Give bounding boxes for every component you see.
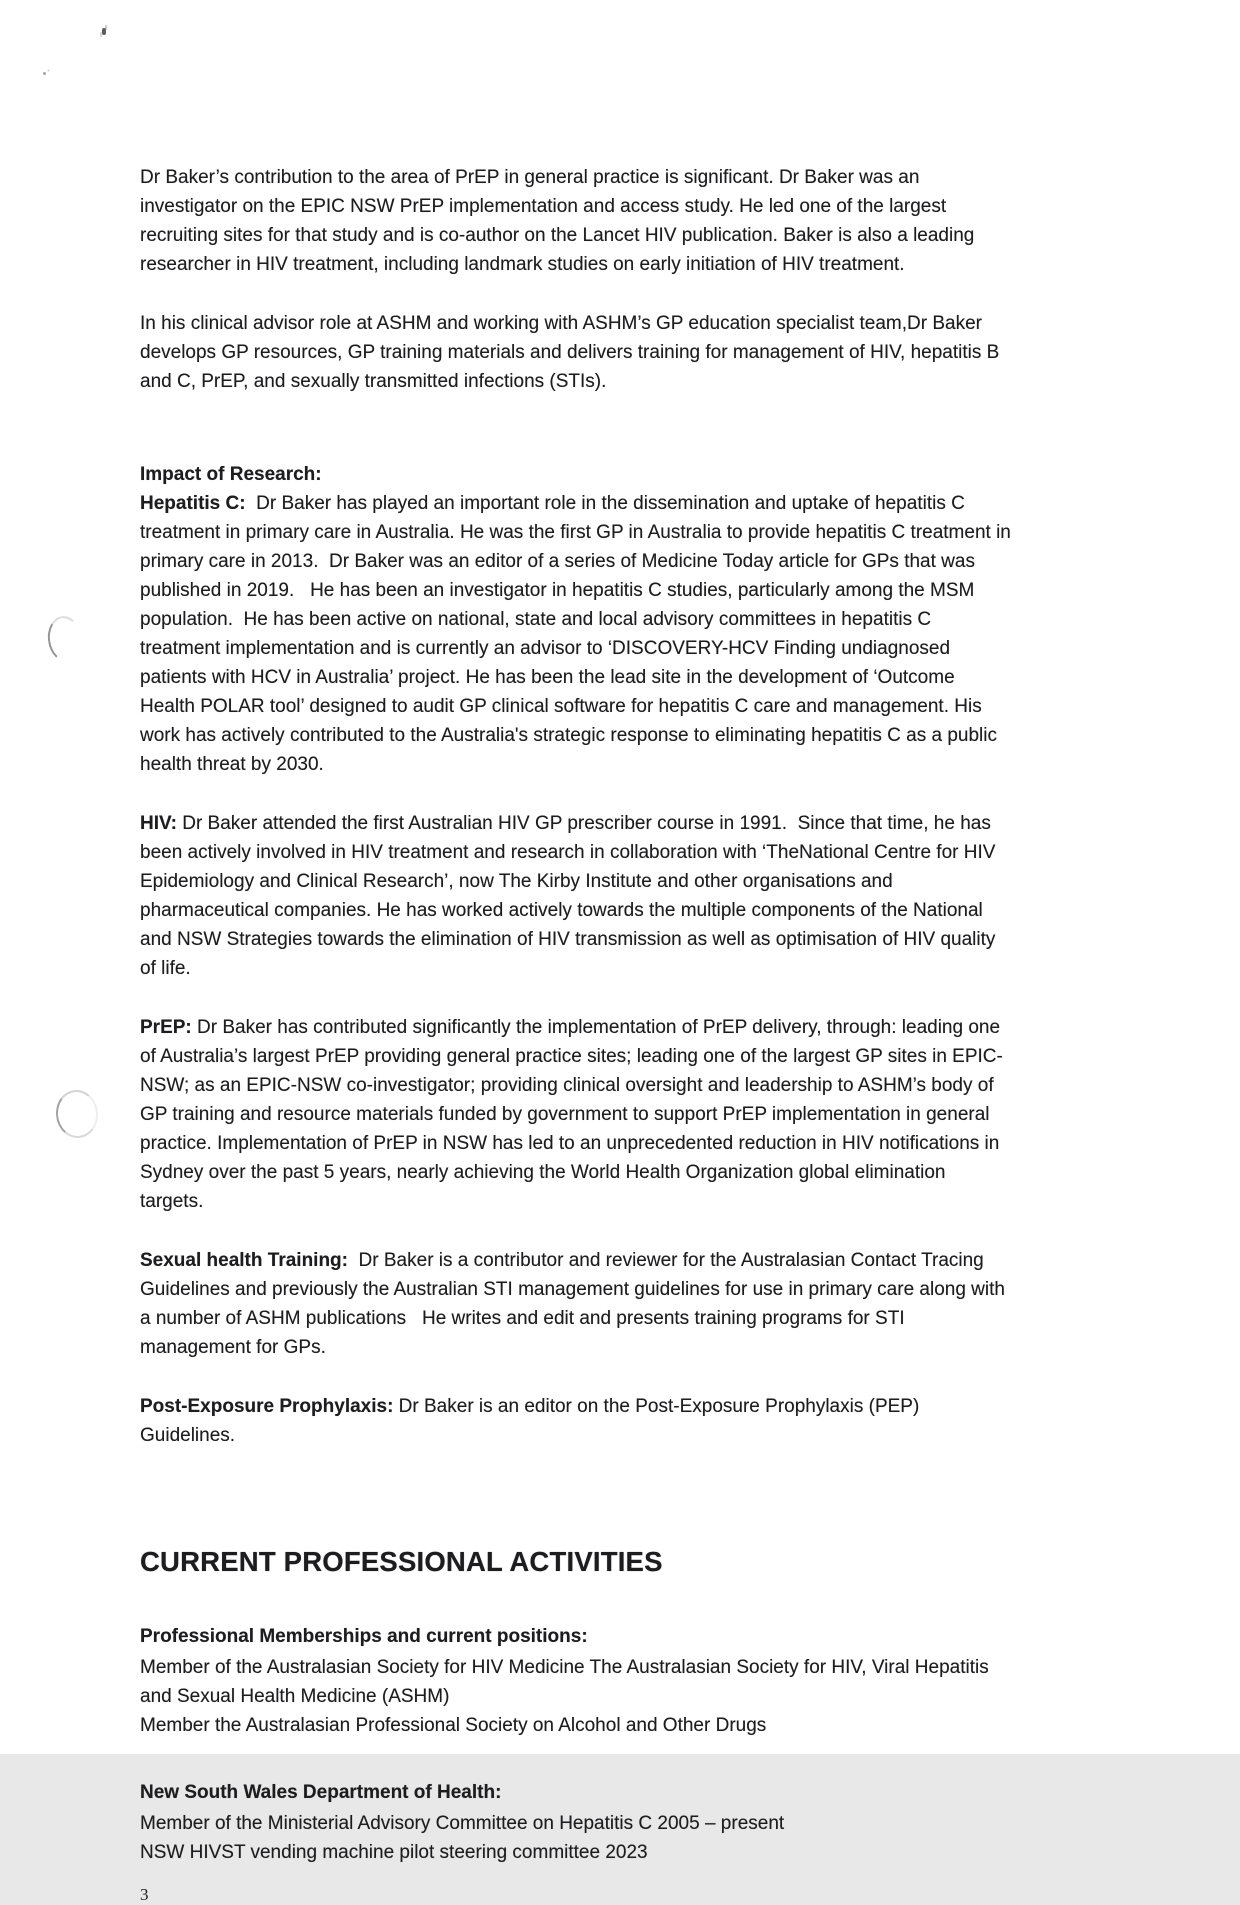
paragraph-text: Dr Baker has played an important role in the dissemination and uptake of hepatitis C treatment in primary care in Australia. He was the first GP in Australia to provide hepatitis C treatment in primary care in 2013. Dr Baker was an editor of a series of Medicine Today article for GPs that was published in 2019. He has been an investigator in hepatitis C studies, particularly among the MSM population. He has been active on national, state and local advisory committees in hepatitis C treatment implementation and is currently an advisor to ‘DISCOVERY-HCV Finding undiagnosed patients with HCV in Australia’ project. He has been the lead site in the development of ‘Outcome Health POLAR tool’ designed to audit GP clinical software for hepatitis C care and management. His work has actively contributed to the Australia's strategic response to eliminating hepatitis C as a public health threat by 2030.: [140, 493, 1017, 775]
scan-circle-artifact: [54, 1088, 101, 1140]
impact-paragraph-sexual-health-training: [140, 1246, 1014, 1362]
memberships-heading: [140, 1622, 1014, 1651]
scan-speck-artifact: [43, 72, 46, 75]
nsw-health-line: NSW HIVST vending machine pilot steering committee 2023: [140, 1842, 648, 1863]
membership-line: Member the Australasian Professional Society on Alcohol and Other Drugs: [140, 1715, 767, 1736]
paragraph-text: Dr Baker is a contributor and reviewer for the Australasian Contact Tracing Guidelines and previously the Australian STI management guidelines for use in primary care along with a number of ASHM publications He writes and edit and presents training programs for STI management for GPs.: [140, 1250, 1011, 1358]
scan-speck-artifact: [102, 28, 106, 35]
scan-arc-artifact: [45, 614, 85, 664]
paragraph-text: Dr Baker attended the first Australian HIV GP prescriber course in 1991. Since that time, he has been actively involved in HIV treatment and research in collaboration with ‘TheNational Centre for HIV Epidemiology and Clinical Research’, now The Kirby Institute and other organisations and pharmaceutical companies. He has worked actively towards the multiple components of the National and NSW Strategies towards the elimination of HIV transmission as well as optimisation of HIV quality of life.: [140, 813, 1001, 979]
paragraph-text: In his clinical advisor role at ASHM and working with ASHM’s GP education specialist team,Dr Baker develops GP resources, GP training materials and delivers training for management of HIV, hepatitis B and C, PrEP, and sexually transmitted infections (STIs).: [140, 313, 1005, 392]
impact-paragraph-hepatitis-c: [140, 489, 1017, 779]
nsw-health-heading: [140, 1778, 1014, 1807]
heading-text: Professional Memberships and current positions:: [140, 1626, 588, 1647]
impact-paragraph-hiv: [140, 809, 1014, 983]
impact-paragraph-prep: [140, 1013, 1014, 1216]
paragraph-label: Sexual health Training:: [140, 1250, 348, 1271]
membership-line: Member of the Australasian Society for HIV Medicine The Australasian Society for HIV, Viral Hepatitis and Sexual Health Medicine (ASHM): [140, 1657, 995, 1707]
heading-text: New South Wales Department of Health:: [140, 1782, 502, 1803]
paragraph-label: PrEP:: [140, 1017, 192, 1038]
paragraph-label: HIV:: [140, 813, 177, 834]
page-number: 3: [140, 1885, 149, 1904]
paragraph-label: Post-Exposure Prophylaxis:: [140, 1396, 394, 1417]
paragraph-text: Dr Baker’s contribution to the area of PrEP in general practice is significant. Dr Baker was an investigator on the EPIC NSW PrEP implementation and access study. He led one of the largest recruiting sites for that study and is co-author on the Lancet HIV publication. Baker is also a leading researcher in HIV treatment, including landmark studies on early initiation of HIV treatment.: [140, 167, 980, 275]
impact-paragraph-pep: [140, 1392, 1014, 1450]
paragraph-text: Dr Baker is an editor on the Post-Exposure Prophylaxis (PEP) Guidelines.: [140, 1396, 925, 1446]
document-content: [140, 163, 1017, 1905]
paragraph-text: Dr Baker has contributed significantly the implementation of PrEP delivery, through: leading one of Australia’s largest PrEP providing general practice sites; leading one of the largest GP sites in EPIC-NSW; as an EPIC-NSW co-investigator; providing clinical oversight and leadership to ASHM’s body of GP training and resource materials funded by government to support PrEP implementation in general practice. Implementation of PrEP in NSW has led to an unprecedented reduction in HIV notifications in Sydney over the past 5 years, nearly achieving the World Health Organization global elimination targets.: [140, 1017, 1006, 1212]
impact-of-research-heading: [140, 460, 1014, 489]
intro-paragraph-advisor-role: [140, 309, 1014, 396]
current-professional-activities-heading: CURRENT PROFESSIONAL ACTIVITIES: [140, 1546, 663, 1577]
paragraph-label: Hepatitis C:: [140, 493, 246, 514]
heading-text: Impact of Research:: [140, 464, 322, 485]
intro-paragraph-prep: [140, 163, 1014, 279]
nsw-health-line: Member of the Ministerial Advisory Committee on Hepatitis C 2005 – present: [140, 1813, 785, 1834]
